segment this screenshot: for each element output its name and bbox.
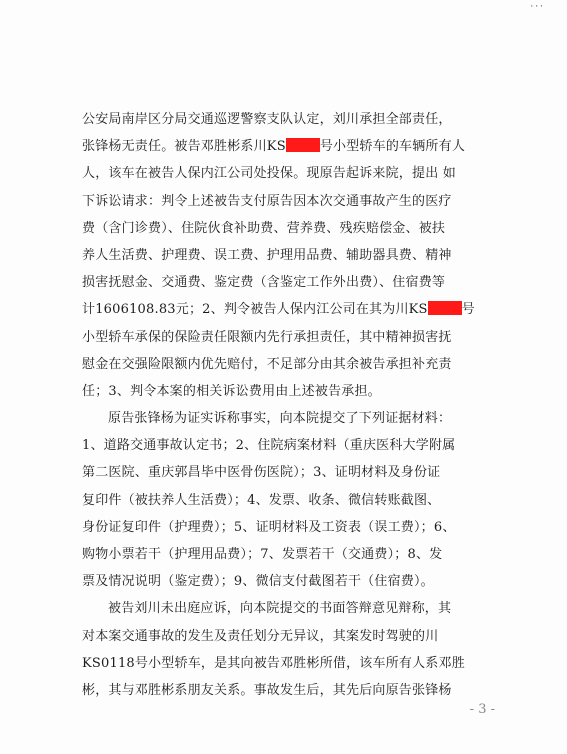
line-text: 小型轿车承保的保险责任限额内先行承担责任，其中精神损害抚 bbox=[82, 329, 452, 345]
line-text: 张锋杨无责任。被告邓胜彬系川KS bbox=[82, 139, 286, 155]
text-line bbox=[82, 188, 512, 215]
line-text: 费（含门诊费）、住院伙食补助费、营养费、残疾赔偿金、被扶 bbox=[82, 220, 446, 236]
text-line bbox=[82, 650, 512, 677]
page-number: - 3 - bbox=[469, 702, 495, 717]
line-text: 计1606108.83元；2、判令被告人保内江公司在其为川KS bbox=[82, 302, 428, 318]
text-line bbox=[82, 296, 512, 323]
text-line bbox=[82, 269, 512, 296]
text-line bbox=[82, 405, 512, 432]
line-text: 任；3、判令本案的相关诉讼费用由上述被告承担。 bbox=[82, 383, 381, 399]
line-text: 被告刘川未出庭应诉，向本院提交的书面答辩意见辩称，其 bbox=[108, 601, 452, 617]
text-line bbox=[82, 324, 512, 351]
text-line bbox=[82, 432, 512, 459]
line-text: 损害抚慰金、交通费、鉴定费（含鉴定工作外出费）、住宿费等 bbox=[82, 275, 446, 291]
line-text: 第二医院、重庆郭昌毕中医骨伤医院）；3、证明材料及身份证 bbox=[82, 465, 441, 481]
line-text: 购物小票若干（护理用品费）；7、发票若干（交通费）；8、发 bbox=[82, 547, 443, 562]
corner-mark: ··· bbox=[530, 2, 545, 12]
text-line bbox=[82, 623, 512, 650]
text-line bbox=[82, 242, 512, 269]
line-text: 对本案交通事故的发生及责任划分无异议，其案发时驾驶的川 bbox=[82, 628, 439, 644]
line-text: 养人生活费、护理费、误工费、护理用品费、辅助器具费、精神 bbox=[82, 247, 452, 263]
line-text: 慰金在交强险限额内优先赔付，不足部分由其余被告承担补充责 bbox=[82, 356, 452, 372]
line-text: KS0118号小型轿车，是其向被告邓胜彬所借，该车所有人系邓胜 bbox=[82, 655, 465, 671]
line-text-after-redaction: 号小型轿车的车辆所有人 bbox=[319, 139, 466, 155]
text-line bbox=[82, 595, 512, 622]
text-line bbox=[82, 160, 512, 187]
line-text: 原告张锋杨为证实诉称事实，向本院提交了下列证据材料： bbox=[108, 411, 452, 427]
text-line bbox=[82, 677, 512, 704]
text-line bbox=[82, 106, 512, 133]
line-text: 1、道路交通事故认定书；2、住院病案材料（重庆医科大学附属 bbox=[82, 438, 456, 454]
line-text: 复印件（被扶养人生活费）；4、发票、收条、微信转账截图、 bbox=[82, 492, 441, 508]
line-text: 公安局南岸区分局交通巡逻警察支队认定，刘川承担全部责任， bbox=[82, 112, 452, 127]
line-text: 身份证复印件（护理费）；5、证明材料及工资表（误工费）；6、 bbox=[82, 519, 456, 535]
text-line bbox=[82, 378, 512, 405]
line-text: 票及情况说明（鉴定费）；9、微信支付截图若干（住宿费）。 bbox=[82, 574, 434, 590]
text-line bbox=[82, 215, 512, 242]
line-text: 下诉讼请求：判令上述被告支付原告因本次交通事故产生的医疗 bbox=[82, 193, 452, 209]
redaction-block bbox=[428, 301, 462, 315]
text-line bbox=[82, 351, 512, 378]
line-text-after-redaction: 号 bbox=[461, 302, 475, 318]
text-line bbox=[82, 459, 512, 486]
text-line bbox=[82, 514, 512, 541]
line-text: 彬，其与邓胜彬系朋友关系。事故发生后，其先后向原告张锋杨 bbox=[82, 682, 452, 698]
text-line bbox=[82, 568, 512, 595]
text-line bbox=[82, 541, 512, 568]
redaction-block bbox=[286, 138, 320, 152]
text-line bbox=[82, 487, 512, 514]
judgment-body-text bbox=[82, 106, 512, 704]
text-line bbox=[82, 133, 512, 160]
line-text: 人，该车在被告人保内江公司处投保。现原告起诉来院，提出 如 bbox=[82, 166, 456, 182]
